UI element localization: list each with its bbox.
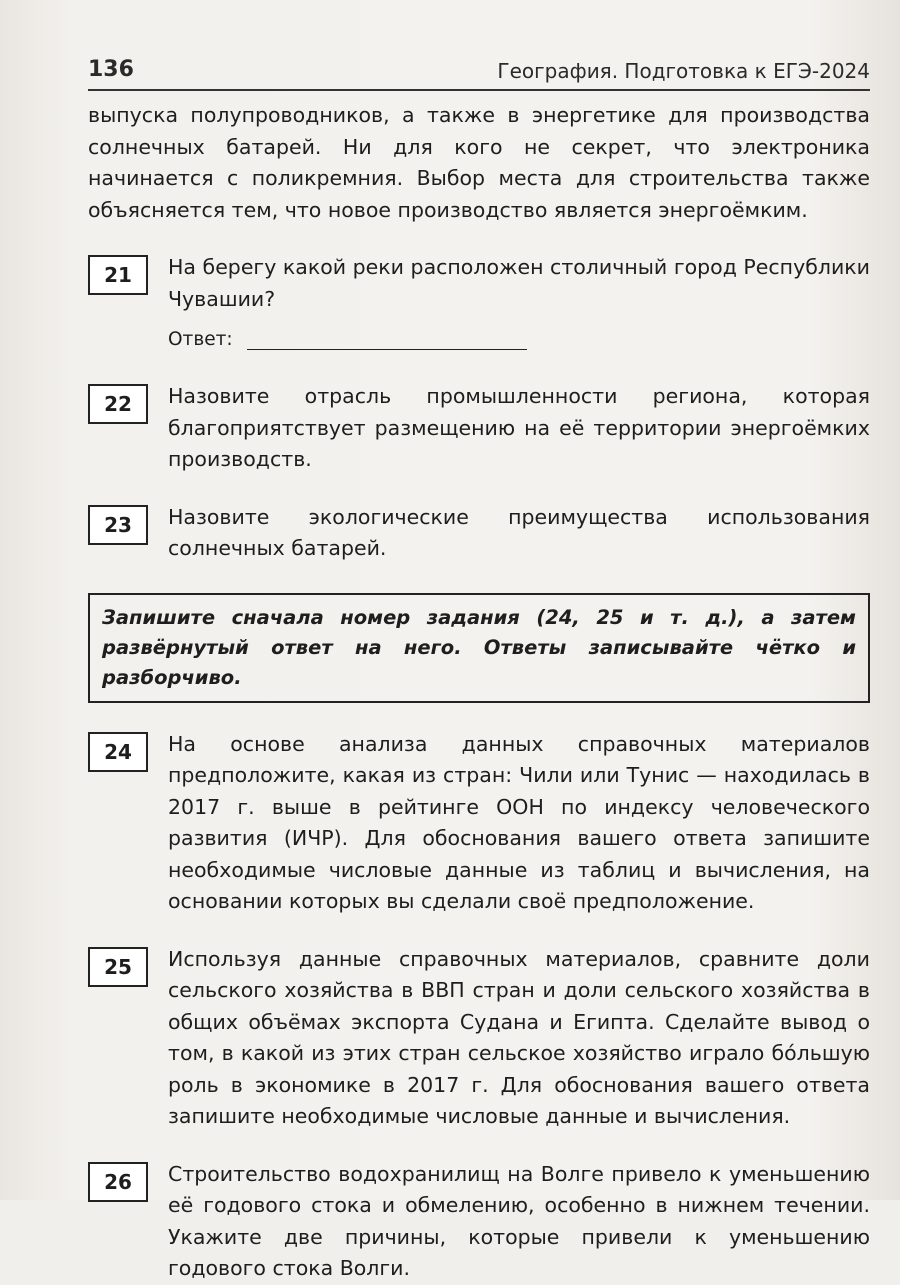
answer-label: Ответ: [168, 329, 233, 350]
task-text: Назовите экологические преимущества использования солнечных батарей. [168, 504, 870, 560]
page-header [88, 55, 870, 91]
task-24 [88, 729, 870, 918]
intro-paragraph: выпуска полупроводников, а также в энергетике для производства солнечных батарей. Ни для кого не секрет, что электроника начинается с поликремния. Выбор места для строительства также объясняется тем, что новое производство является энергоёмким. [88, 103, 870, 222]
task-number-box: 24 [88, 732, 148, 772]
task-number-box: 23 [88, 505, 148, 545]
task-text: На основе анализа данных справочных материалов предположите, какая из стран: Чили или Тунис — находилась в 2017 г. выше в рейтинге ООН по индексу человеческого развития (ИЧР). Для обоснования вашего ответа запишите необходимые числовые данные из таблиц и вычисления, на основании которых вы сделали своё предположение. [168, 731, 870, 913]
task-text: Строительство водохранилищ на Волге привело к уменьшению её годового стока и обмелению, особенно в нижнем течении. Укажите две причины, которые привели к уменьшению годового стока Волги. [168, 1161, 870, 1280]
answer-line[interactable] [247, 327, 527, 350]
instruction-box: Запишите сначала номер задания (24, 25 и т. д.), а затем развёрнутый ответ на него. Ответы записывайте чётко и разборчиво. [88, 593, 870, 703]
task-number-box: 26 [88, 1162, 148, 1202]
task-number-box: 21 [88, 255, 148, 295]
task-26 [88, 1159, 870, 1285]
task-text: Назовите отрасль промышленности региона, которая благоприятствует размещению на её территории энергоёмких производств. [168, 384, 870, 471]
running-title: География. Подготовка к ЕГЭ-2024 [497, 59, 870, 83]
task-number-box: 25 [88, 947, 148, 987]
task-21 [88, 252, 870, 355]
task-23 [88, 502, 870, 565]
task-22 [88, 381, 870, 476]
page-number: 136 [88, 57, 134, 82]
answer-field [168, 327, 870, 355]
task-text: Используя данные справочных материалов, сравните доли сельского хозяйства в ВВП стран и доли сельского хозяйства в общих объёмах экспорта Судана и Египта. Сделайте вывод о том, в какой из этих стран сельское хозяйство играло бо́льшую роль в экономике в 2017 г. Для обоснования вашего ответа запишите необходимые числовые данные и вычисления. [168, 946, 870, 1128]
task-number-box: 22 [88, 384, 148, 424]
task-25 [88, 944, 870, 1133]
task-text: На берегу какой реки расположен столичный город Республики Чувашии? [168, 255, 870, 311]
page-content [88, 100, 870, 1285]
header-rule [88, 89, 870, 91]
